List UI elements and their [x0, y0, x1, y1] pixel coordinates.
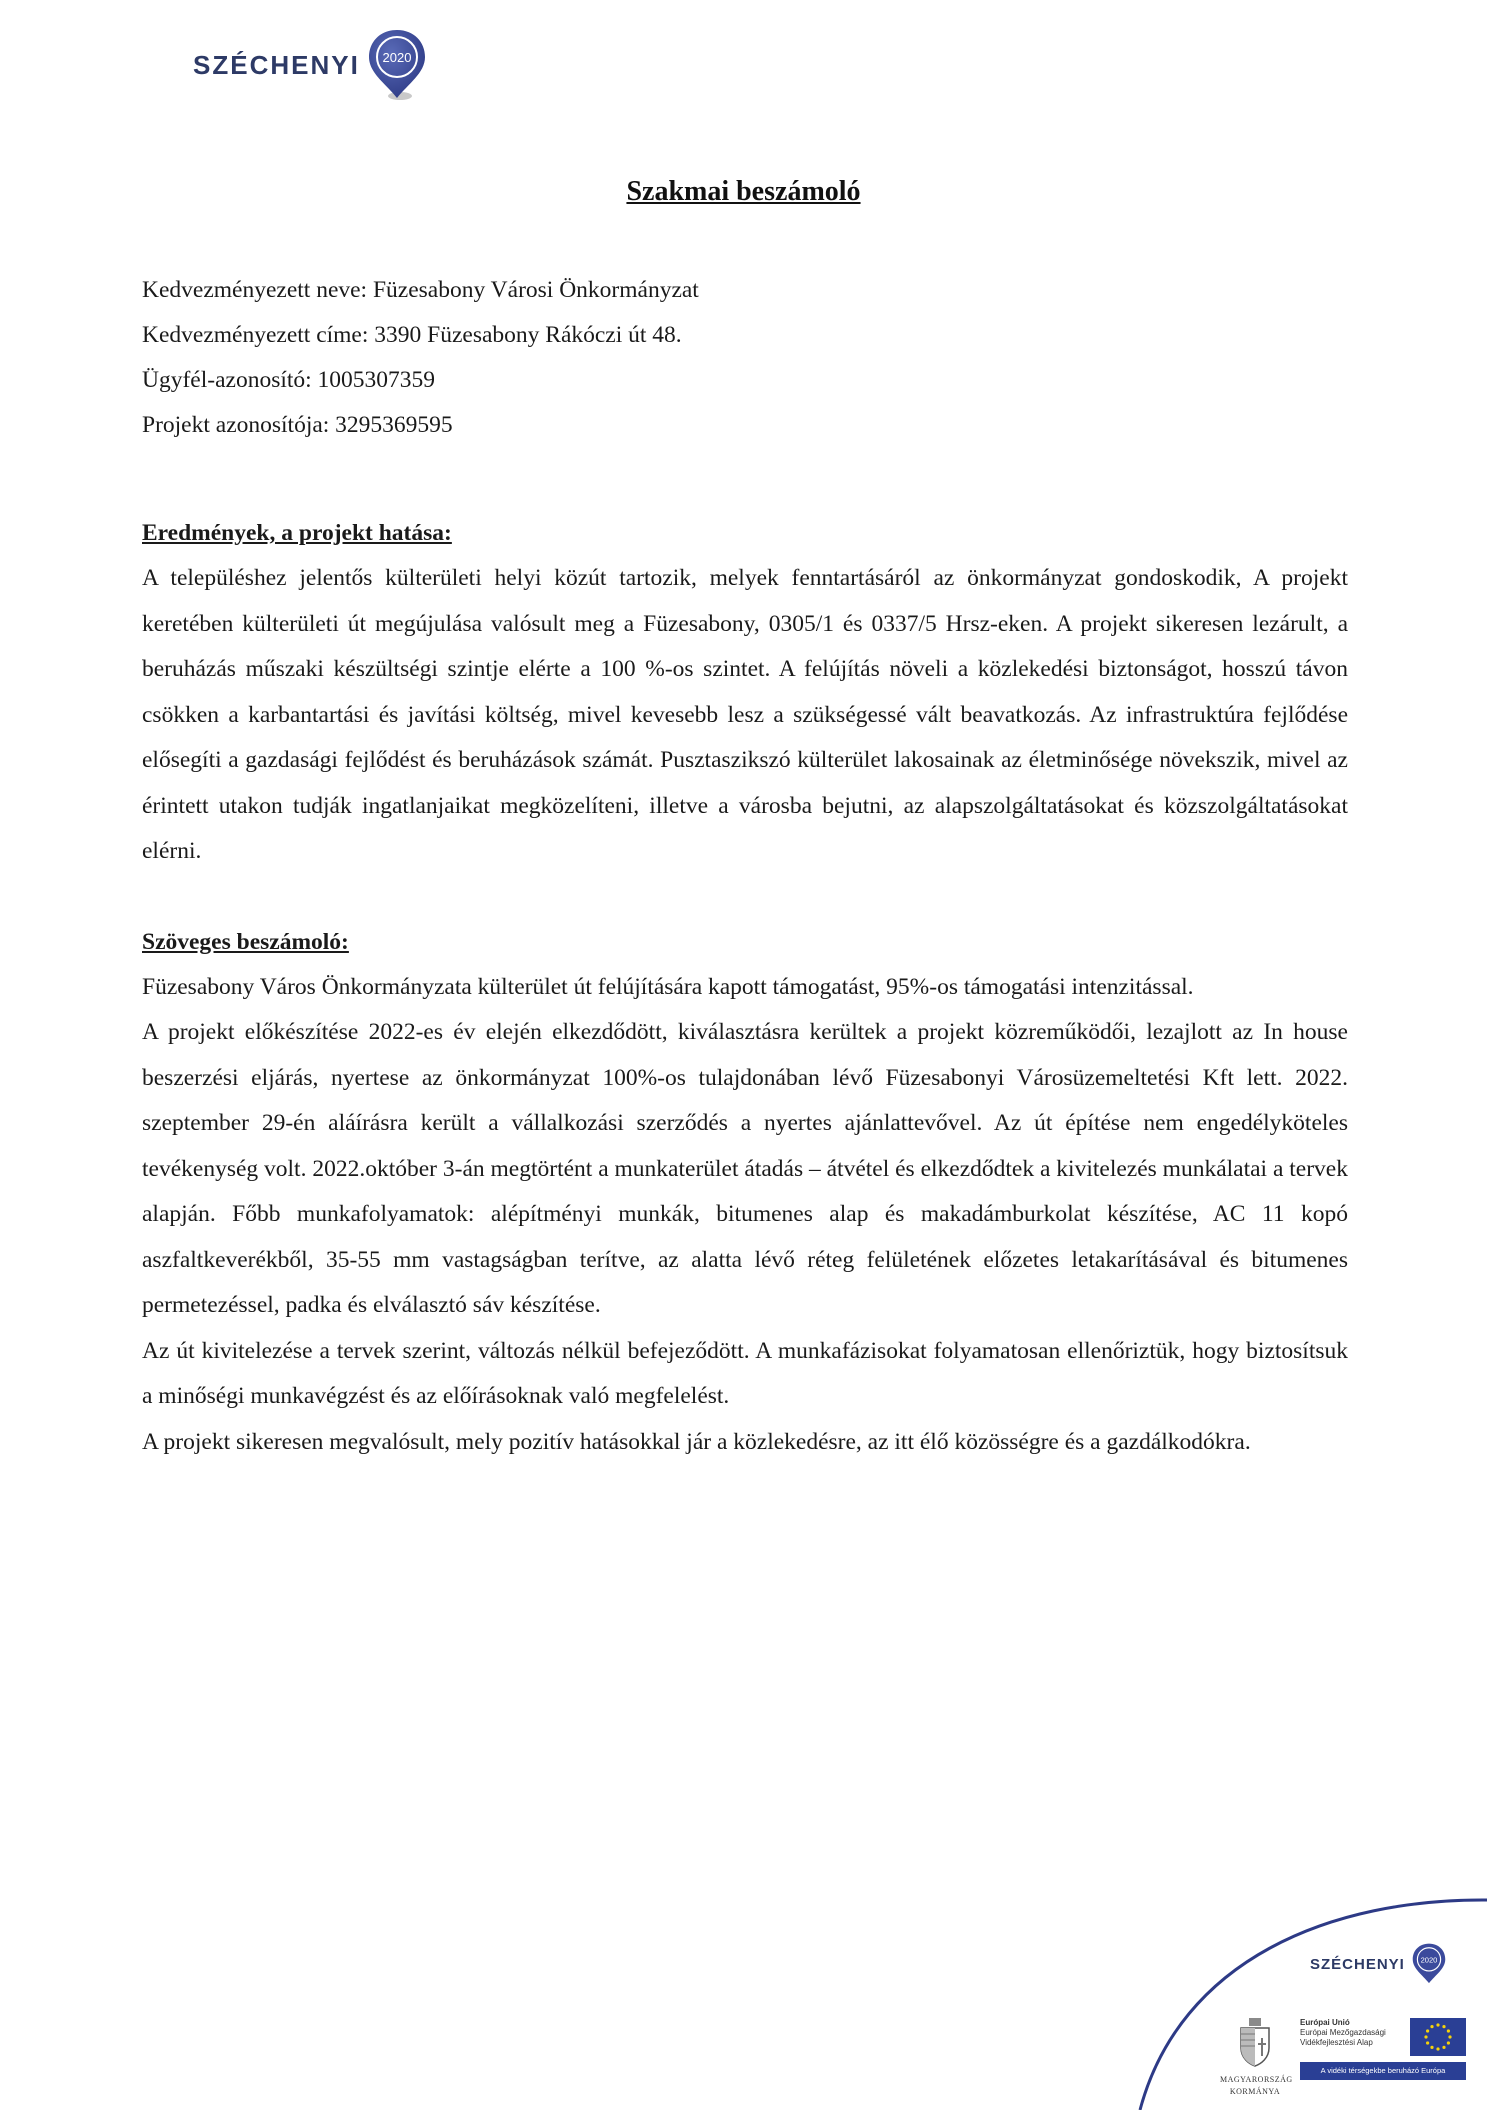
coat-of-arms-icon [1237, 2018, 1273, 2068]
section-text-report [142, 920, 1348, 1466]
paragraph: Az út kivitelezése a tervek szerint, változás nélkül befejeződött. A munkafázisokat folyamatosan ellenőriztük, hogy biztosítsuk a minőségi munkavégzést és az előírásoknak való megfelelést. [142, 1337, 1348, 1409]
beneficiary-address: Kedvezményezett címe: 3390 Füzesabony Rákóczi út 48. [142, 322, 682, 348]
szechenyi-logo [193, 28, 428, 102]
logo-wordmark: SZÉCHENYI [193, 49, 360, 80]
page-title: Szakmai beszámoló [626, 176, 861, 207]
paragraph: A projekt előkészítése 2022-es év elején elkezdődött, kiválasztásra kerültek a projekt közreműködői, lezajlott az In house beszerzési eljárás, nyertese az önkormányzat 100%-os tulajdonában lévő Füzesabonyi Városüzemeltetési Kft lett. 2022. szeptember 29-én aláírásra került a vállalkozási szerződés a nyertes ajánlattevővel. Az út építése nem engedélyköteles tevékenység volt. 2022.október 3-án megtörtént a munkaterület átadás – átvétel és elkezdődtek a kivitelezés munkálatai a tervek alapján. Főbb munkafolyamatok: alépítményi munkák, bitumenes alap és makadámburkolat készítése, AC 11 kopó aszfaltkeverékből, 35-55 mm vastagságban terítve, az alatta lévő réteg felületének előzetes letakarításával és bitumenes permetezéssel, padka és elválasztó sáv készítése. [142, 1019, 1348, 1318]
footer-logo-wordmark: SZÉCHENYI [1310, 1955, 1405, 1973]
eu-fund-block [1300, 2018, 1470, 2075]
footer-branding [1140, 1880, 1487, 2105]
section-results [142, 511, 1348, 875]
location-pin-icon [1411, 1942, 1447, 1986]
eu-fund-text [1300, 2018, 1400, 2048]
section-heading: Eredmények, a projekt hatása: [142, 520, 452, 546]
paragraph: A településhez jelentős külterületi helyi közút tartozik, melyek fenntartásáról az önkormányzat gondoskodik, A projekt keretében külterületi út megújulása valósult meg a Füzesabony, 0305/1 és 0337/5 Hrsz-eken. A projekt sikeresen lezárult, a beruházás műszaki készültségi szintje elérte a 100 %-os szintet. A felújítás növeli a közlekedési biztonságot, hosszú távon csökken a karbantartási és javítási költség, mivel kevesebb lesz a szükségessé vált beavatkozás. Az infrastruktúra fejlődése elősegíti a gazdasági fejlődést és beruházások számát. Pusztaszikszó külterület lakosainak az életminősége növekszik, mivel az érintett utakon tudják ingatlanjaikat megközelíteni, illetve a városba bejutni, az alapszolgáltatásokat és közszolgáltatásokat elérni. [142, 565, 1348, 864]
section-heading: Szöveges beszámoló: [142, 928, 349, 955]
document-body [142, 268, 1348, 1465]
footer-logo-year: 2020 [1420, 1955, 1438, 1965]
eu-banner: A vidéki térségekbe beruházó Európa [1300, 2062, 1466, 2080]
beneficiary-name: Kedvezményezett neve: Füzesabony Városi Önkormányzat [142, 277, 699, 303]
paragraph: Füzesabony Város Önkormányzata külterület út felújítására kapott támogatást, 95%-os támogatási intenzitással. [142, 973, 1194, 1000]
crest-line-1: MAGYARORSZÁG [1220, 2075, 1293, 2084]
eu-line-2: Európai Mezőgazdasági [1300, 2028, 1386, 2037]
client-id: Ügyfél-azonosító: 1005307359 [142, 367, 436, 393]
crest-line-2: KORMÁNYA [1229, 2087, 1281, 2096]
project-id: Projekt azonosítója: 3295369595 [142, 412, 453, 438]
eu-line-3: Vidékfejlesztési Alap [1300, 2038, 1373, 2047]
logo-year: 2020 [382, 50, 412, 65]
footer-szechenyi-logo [1310, 1942, 1447, 1986]
beneficiary-info [142, 268, 1348, 448]
paragraph: A projekt sikeresen megvalósult, mely pozitív hatásokkal jár a közlekedésre, az itt élő közösségre és a gazdálkodókra. [142, 1428, 1251, 1455]
eu-flag-icon [1410, 2018, 1466, 2056]
location-pin-icon [366, 28, 428, 102]
eu-title: Európai Unió [1300, 2018, 1350, 2027]
government-crest [1220, 2018, 1293, 2097]
